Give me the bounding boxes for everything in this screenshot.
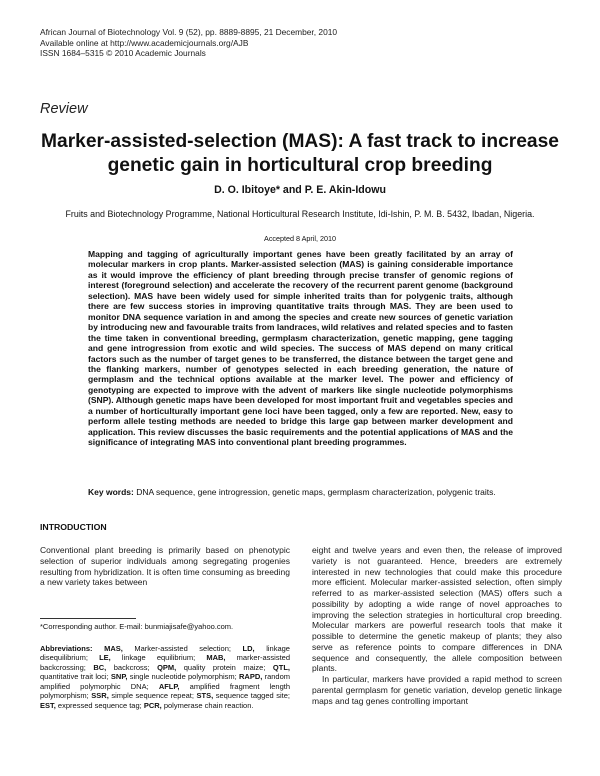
abbreviation-term: SNP, [110,672,128,682]
abbreviation-definition: simple sequence repeat; [108,691,197,701]
author-affiliation: Fruits and Biotechnology Programme, National Horticultural Research Institute, Idi-Ishin, P. M. B. 5432, Ibadan, Nigeria. [65,209,535,219]
abbreviation-term: QTL, [272,662,291,672]
article-type-label: Review [40,101,88,117]
abbreviation-definition: amplified fragment length polymorphism; [40,681,290,701]
right-column [312,545,562,706]
abbreviation-definition: single nucleotide polymorphism; [127,672,239,682]
journal-online-url: Available online at http://www.academicjournals.org/AJB [40,37,249,48]
abbreviation-definition: quantitative trait loci; [40,672,111,682]
keywords-text: DNA sequence, gene introgression, genetic maps, germplasm characterization, polygenic traits. [136,487,496,497]
abbreviation-definition: backcross; [106,662,158,672]
keywords [88,487,528,498]
abbreviation-term: MAB, [206,653,226,663]
corresponding-author-footnote: *Corresponding author. E-mail: bunmiajisafe@yahoo.com. [40,622,234,631]
journal-issn: ISSN 1684–5315 © 2010 Academic Journals [40,48,206,59]
intro-paragraph-right-2: In particular, markers have provided a rapid method to screen parental germplasm for genetic variation, develop genetic linkage maps and tag genes controlling important [312,674,562,706]
intro-paragraph-left: Conventional plant breeding is primarily based on phenotypic selection of superior individuals among segregating progenies resulting from hybridization. It is often time consuming as breeding a new variety takes between [40,545,290,588]
intro-paragraph-right-1: eight and twelve years and even then, the release of improved variety is not guaranteed. Hence, breeders are extremely interested in new technologies that could make this procedure more efficient. Molecular marker-assisted selection, often simply referred to as marker-assisted selection (MAS) offers such a possibility by adopting a wide range of novel approaches to improving the selection strategies in horticultural crop breeding. Molecular markers are powerful research tools that make it possible to determine the genetic makeup of plants; they also serve as reference points to compare differences in DNA sequence and consequently, the allele composition between plants. [312,545,562,674]
abbreviation-term: BC, [93,662,107,672]
abbreviation-term: LE, [99,653,111,663]
abbreviation-term: SSR, [91,691,109,701]
abbreviation-term: MAS, [104,644,123,653]
article-title: Marker-assisted-selection (MAS): A fast track to increase genetic gain in horticultural crop breeding [41,131,559,176]
abstract: Mapping and tagging of agriculturally important genes have been greatly facilitated by an array of molecular markers in crop plants. Marker-assisted selection (MAS) is gaining considerable importance as it would improve the efficiency of plant breeding through precise transfer of genomic regions of interest (foreground selection) and accelerate the recovery of the recurrent parent genome (background selection). MAS have been widely used for simple inherited traits than for polygenic traits, although there are few success stories in improving quantitative traits through MAS. They are been used to monitor DNA sequence variation in and among the species and create new sources of genetic variation by introducing new and favourable traits from landraces, wild relatives and related species and to fasten the time taken in conventional breeding, germplasm characterization, genetic mapping, gene tagging and gene introgression from exotic and wild species. The success of MAS depend on many critical factors such as the number of target genes to be transferred, the distance between the target gene and the flanking markers, number of genotypes selected in each breeding generation, the nature of germplasm and the technical options available at the marker level. The power and efficiency of genotyping are expected to improve with the advent of markers like single nucleotide polymorphisms (SNP). Although genetic maps have been developed for most important fruit and vegetables species and a number of horticulturally important gene loci have been tagged, only a few are reported. New, easy to perform allele testing methods are needed to bridge this large gap between marker development and application. This review discusses the basic requirements and the potential applications of MAS and the significance of integrating MAS into conventional plant breeding programmes. [88,249,513,448]
journal-header [40,27,337,59]
abbreviation-term: RAPD, [238,672,263,682]
left-column [40,545,290,588]
abbreviations [40,644,290,710]
abbreviation-term: PCR, [143,700,162,710]
footnote-divider [40,618,136,619]
abbreviation-definition: polymerase chain reaction. [161,700,254,710]
keywords-label: Key words: [88,487,134,497]
abbreviation-definition: random amplified polymorphic DNA; [40,672,290,691]
introduction-heading: INTRODUCTION [40,522,107,532]
journal-citation: African Journal of Biotechnology Vol. 9 (52), pp. 8889-8895, 21 December, 2010 [40,27,338,37]
abbreviations-list [40,644,290,710]
abbreviation-term: STS, [196,691,214,701]
abbreviation-definition: linkage disequilibrium; [40,644,290,663]
abbreviation-term: EST, [40,700,56,710]
abbreviation-definition: marker-assisted backcrossing; [40,653,290,672]
abbreviation-term: QPM, [157,662,177,672]
abbreviation-definition: expressed sequence tag; [55,700,144,710]
accepted-date: Accepted 8 April, 2010 [264,234,336,243]
abbreviation-definition: linkage equilibrium; [110,653,207,663]
abbreviation-definition: quality protein maize; [176,662,273,672]
abbreviation-definition: sequence tagged site; [213,691,290,701]
abbreviations-label: Abbreviations: [40,644,93,653]
abbreviation-definition: Marker-assisted selection; [122,644,243,653]
abbreviation-term: LD, [242,644,255,653]
article-authors: D. O. Ibitoye* and P. E. Akin-Idowu [214,184,386,196]
abbreviation-term: AFLP, [158,681,180,691]
